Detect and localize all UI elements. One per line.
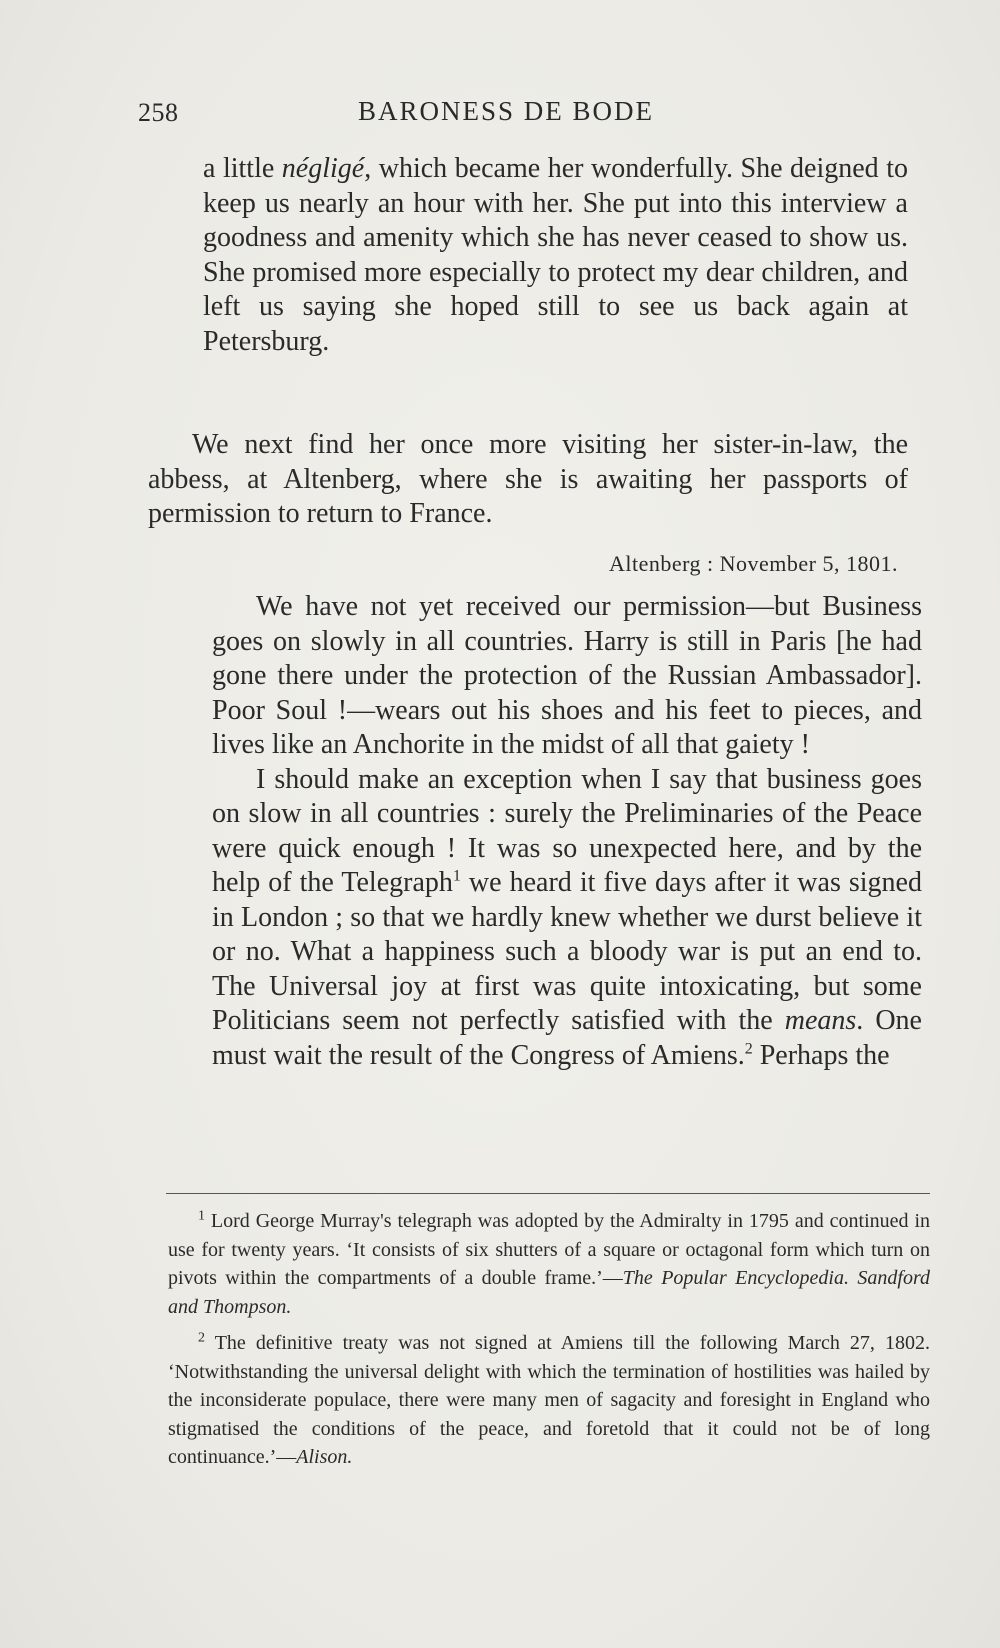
footnote-2-text: The definitive treaty was not signed at Amiens till the following March 27, 1802. ‘Notwithstanding the universal delight with which the termination of hostilities was hailed by the inconsiderate populace, there were many men of sagacity and foresight in England who stigmatised the conditions of the peace, and foretold that it could not be of long continuance.’— [168,1332,930,1468]
footnote-divider [166,1193,930,1194]
letter-dateline: Altenberg : November 5, 1801. [608,551,898,576]
letter-p2-part2: we heard it five days after it was signed in London ; so that we hardly knew whether we durst believe it or no. What a happiness such a bloody war is put an end to. The Universal joy at first was quite intoxicating, but some Politicians seem not perfectly satisfied with the [212,867,922,1036]
footnote-1-text: Lord George Murray's telegraph was adopted by the Admiralty in 1795 and continued in use for twenty years. ‘It consists of six shutters of a square or octagonal form which turn on pivots within the compartments of a double frame.’— [168,1210,930,1289]
footnote-1-source: The Popular Encyclopedia. Sandford and Thompson. [168,1267,930,1318]
footnote-1-mark: 1 [198,1208,205,1224]
quote1-text-before: a little [203,153,282,184]
letter-p2-part1: I should make an exception when I say that business goes on slow in all countries : surely the Preliminaries of the Peace were quick enough ! It was so unexpected here, and by the help of the Telegraph [212,763,922,898]
running-head [138,96,898,132]
footnote-1 [168,1207,930,1321]
running-title: BARONESS DE BODE [358,96,655,126]
letter-paragraph-1: We have not yet received our permission—but Business goes on slowly in all countries. Harry is still in Paris [he had gone there under the protection of the Russian Ambassador]. Poor Soul !—wears out his shoes and his feet to pieces, and lives like an Anchorite in the midst of all that gaiety ! [212,591,922,760]
narrative-paragraph: We next find her once more visiting her sister-in-law, the abbess, at Altenberg, where she is awaiting her passports of permission to return to France. [148,429,908,529]
footnote-ref-1[interactable]: 1 [452,867,461,885]
footnote-2-source: Alison. [296,1446,353,1468]
footnote-2 [168,1329,930,1472]
footnote-2-mark: 2 [198,1330,205,1346]
quoted-letter-excerpt [203,152,908,359]
page-number: 258 [138,98,179,127]
letter-paragraph-2 [212,763,922,1074]
letter-p2-part3: . One must wait the result of the Congress of Amiens. [212,1005,922,1071]
letter-p2-italic: means [784,1005,857,1036]
quoted-letter [212,590,922,1073]
letter-p2-part4: Perhaps the [752,1039,890,1071]
footnotes [168,1207,930,1480]
footnote-ref-2[interactable]: 2 [744,1040,753,1058]
quote1-text-after: , which became her wonderfully. She deigned to keep us nearly an hour with her. She put into this interview a goodness and amenity which she has never ceased to show us. She promised more especially to protect my dear children, and left us saying she hoped still to see us back again at Petersburg. [203,153,908,357]
quote1-italic-word: négligé [281,153,365,184]
